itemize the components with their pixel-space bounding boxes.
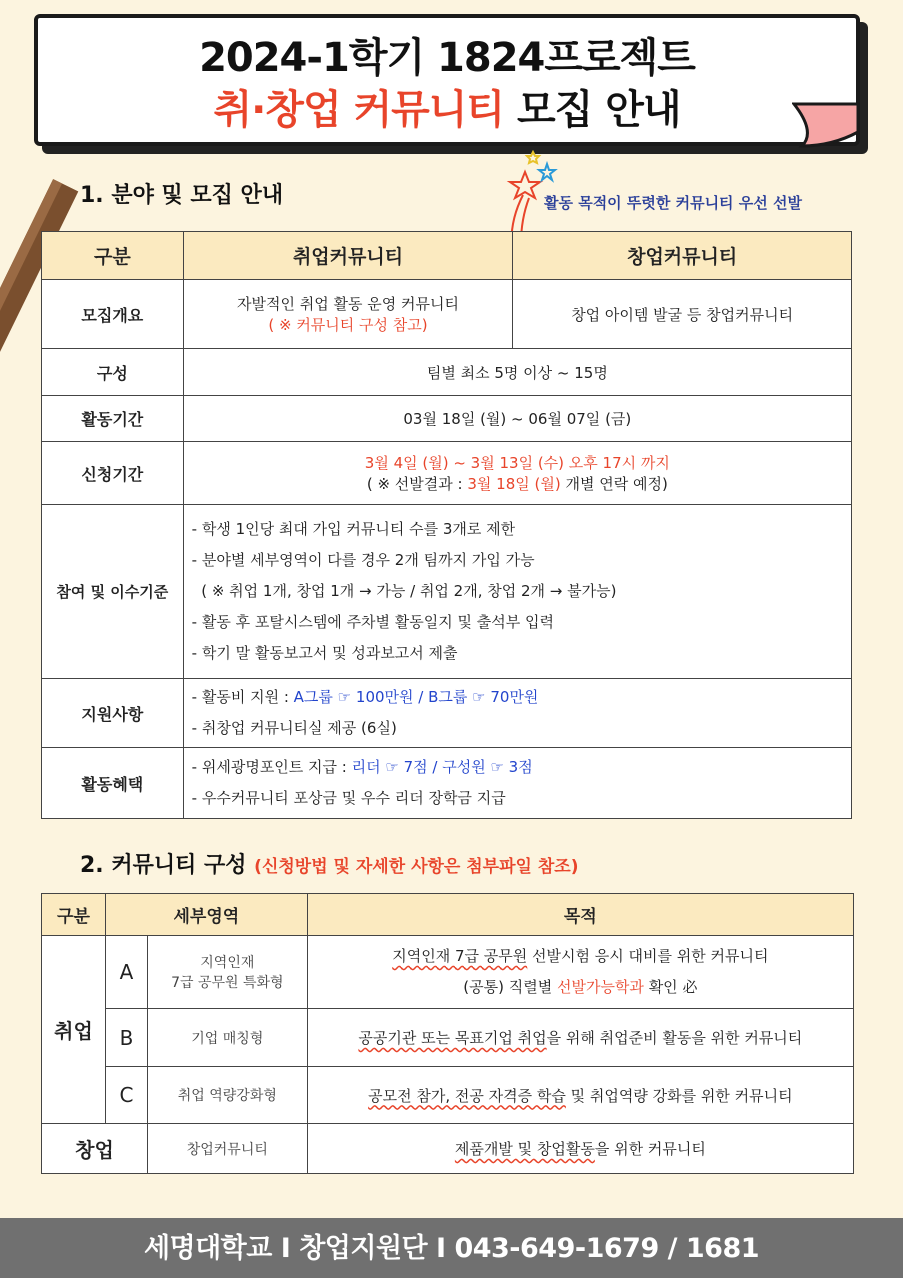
area-b: 기업 매칭형 <box>147 1009 307 1067</box>
apply-line2 <box>192 473 843 494</box>
row-label-overview: 모집개요 <box>42 280 184 349</box>
support-line1 <box>192 682 843 713</box>
criteria-item: - 분야별 세부영역이 다를 경우 2개 팀까지 가입 가능 <box>191 551 535 569</box>
row-label-apply: 신청기간 <box>42 442 184 505</box>
purpose-a-line2-pre: (공통) 직렬별 <box>463 978 557 996</box>
header-category2: 구분 <box>42 894 106 936</box>
purpose-a-line2-post: 확인 必 <box>643 978 698 996</box>
purpose-a-rest: 선발시험 응시 대비를 위한 커뮤니티 <box>527 947 769 965</box>
section2-title-note: (신청방법 및 자세한 사항은 첨부파일 참조) <box>254 857 579 877</box>
benefit-points: 리더 ☞ 7점 / 구성원 ☞ 3점 <box>351 758 533 776</box>
apply-result-date: 3월 18일 (월) <box>467 475 561 493</box>
apply-line1: 3월 4일 (월) ~ 3월 13일 (수) 오후 17시 까지 <box>364 454 670 472</box>
purpose-startup <box>307 1124 853 1174</box>
area-code-a: A <box>105 936 147 1009</box>
criteria-item: ( ※ 취업 1개, 창업 1개 → 가능 / 취업 2개, 창업 2개 → 불가능) <box>191 582 617 600</box>
overview-startup: 창업 아이템 발굴 등 창업커뮤니티 <box>513 280 852 349</box>
purpose-a-dept: 선발가능학과 <box>556 978 644 996</box>
startup-label: 창업 <box>42 1124 148 1174</box>
header-area: 세부영역 <box>105 894 307 936</box>
criteria-list <box>183 505 851 679</box>
benefit-line1-pre: - 위세광명포인트 지급 : <box>191 758 352 776</box>
title-rest: 모집 안내 <box>517 87 681 133</box>
recruit-table <box>41 231 852 819</box>
footer-contact: 세명대학교 I 창업지원단 I 043-649-1679 / 1681 <box>143 1233 760 1264</box>
area-a-line1: 지역인재 <box>200 955 255 971</box>
support-line1-pre: - 활동비 지원 : <box>191 688 294 706</box>
purpose-startup-highlight: 제품개발 및 창업활동 <box>454 1140 595 1158</box>
apply-value <box>183 442 851 505</box>
purpose-c <box>307 1067 853 1124</box>
apply-line2-post: 개별 연락 예정) <box>560 475 668 493</box>
area-a-line2: 7급 공무원 특화형 <box>171 975 284 991</box>
composition-value: 팀별 최소 5명 이상 ~ 15명 <box>183 349 851 396</box>
support-amounts: A그룹 ☞ 100만원 / B그룹 ☞ 70만원 <box>293 688 539 706</box>
apply-line2-pre: ( ※ 선발결과 : <box>366 475 468 493</box>
page-title-line1: 2024-1학기 1824프로젝트 <box>199 35 695 81</box>
overview-job-line2: ( ※ 커뮤니티 구성 참고) <box>268 316 428 334</box>
purpose-b <box>307 1009 853 1067</box>
area-code-b: B <box>105 1009 147 1067</box>
section1-title: 1. 분야 및 모집 안내 <box>80 183 284 208</box>
overview-job-line1: 자발적인 취업 활동 운영 커뮤니티 <box>237 295 459 313</box>
section2-title-main: 2. 커뮤니티 구성 <box>80 853 247 878</box>
support-value <box>183 679 851 748</box>
criteria-item: - 활동 후 포탈시스템에 주차별 활동일지 및 출석부 입력 <box>191 613 555 631</box>
area-code-c: C <box>105 1067 147 1124</box>
selection-note: 활동 목적이 뚜렷한 커뮤니티 우선 선발 <box>544 194 802 212</box>
row-label-benefit: 활동혜택 <box>42 748 184 819</box>
community-table <box>41 893 854 1174</box>
row-label-composition: 구성 <box>42 349 184 396</box>
row-label-criteria: 참여 및 이수기준 <box>42 505 184 679</box>
benefit-line1 <box>192 752 843 783</box>
purpose-c-rest: 및 취업역량 강화를 위한 커뮤니티 <box>565 1086 793 1105</box>
benefit-value <box>183 748 851 819</box>
support-line2: - 취창업 커뮤니티실 제공 (6실) <box>191 719 397 737</box>
title-highlight: 취·창업 커뮤니티 <box>213 87 505 133</box>
header-category: 구분 <box>42 232 184 280</box>
benefit-line2: - 우수커뮤니티 포상금 및 우수 리더 장학금 지급 <box>191 789 506 807</box>
header-startup: 창업커뮤니티 <box>513 232 852 280</box>
purpose-b-highlight: 공공기관 또는 목표기업 취업 <box>358 1029 547 1047</box>
area-startup: 창업커뮤니티 <box>147 1124 307 1174</box>
header-purpose: 목적 <box>307 894 853 936</box>
row-label-period: 활동기간 <box>42 396 184 442</box>
page-title-line2 <box>34 78 860 135</box>
purpose-c-highlight: 공모전 참가, 전공 자격증 학습 <box>368 1086 566 1105</box>
purpose-startup-rest: 을 위한 커뮤니티 <box>594 1140 706 1158</box>
criteria-item: - 학기 말 활동보고서 및 성과보고서 제출 <box>191 644 458 662</box>
criteria-item: - 학생 1인당 최대 가입 커뮤니티 수를 3개로 제한 <box>191 520 516 538</box>
purpose-b-rest: 을 위해 취업준비 활동을 위한 커뮤니티 <box>546 1029 803 1047</box>
purpose-a <box>307 936 853 1009</box>
purpose-a-highlight: 지역인재 7급 공무원 <box>392 947 528 965</box>
area-c: 취업 역량강화형 <box>147 1067 307 1124</box>
row-label-support: 지원사항 <box>42 679 184 748</box>
period-value: 03월 18일 (월) ~ 06월 07일 (금) <box>183 396 851 442</box>
header-job: 취업커뮤니티 <box>183 232 513 280</box>
job-label: 취업 <box>42 936 106 1124</box>
area-a <box>147 936 307 1009</box>
overview-job <box>183 280 513 349</box>
section2-title <box>80 848 578 879</box>
